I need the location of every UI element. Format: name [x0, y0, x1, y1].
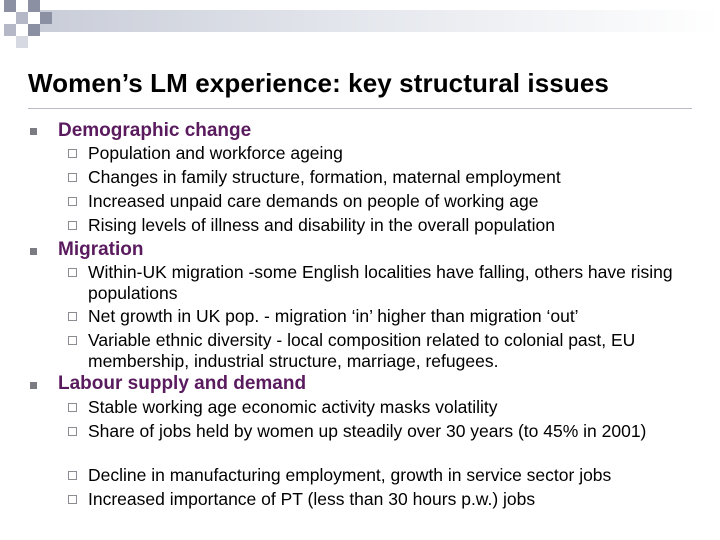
- list-item: Share of jobs held by women up steadily over 30 years (to 45% in 2001): [88, 421, 647, 441]
- square-bullet-icon: [30, 128, 37, 135]
- square-bullet-icon: [30, 382, 37, 389]
- section-heading: Labour supply and demand: [58, 373, 307, 394]
- list-item: Within-UK migration -some English localities have falling, others have rising populations: [88, 262, 673, 303]
- checkbox-bullet-icon: [68, 173, 77, 182]
- checkbox-bullet-icon: [68, 268, 77, 277]
- checkbox-bullet-icon: [68, 427, 77, 436]
- deco-square: [28, 0, 40, 12]
- checkbox-bullet-icon: [68, 221, 77, 230]
- list-item: Stable working age economic activity masks volatility: [88, 397, 498, 417]
- list-item: Net growth in UK pop. - migration ‘in’ higher than migration ‘out’: [88, 306, 579, 326]
- list-item: Variable ethnic diversity - local composition related to colonial past, EU membership, industrial structure, marriage, refugees.: [88, 330, 636, 371]
- checkbox-bullet-icon: [68, 149, 77, 158]
- header-gradient-band: [40, 10, 720, 32]
- list-item: Decline in manufacturing employment, growth in service sector jobs: [88, 465, 612, 485]
- list-item: Changes in family structure, formation, maternal employment: [88, 167, 561, 187]
- checkbox-bullet-icon: [68, 495, 77, 504]
- checkbox-bullet-icon: [68, 312, 77, 321]
- deco-square: [28, 24, 40, 36]
- checkbox-bullet-icon: [68, 336, 77, 345]
- list-item: Increased unpaid care demands on people of working age: [88, 191, 539, 211]
- deco-square: [40, 12, 52, 24]
- checkbox-bullet-icon: [68, 403, 77, 412]
- deco-square: [16, 36, 28, 48]
- deco-square: [4, 24, 16, 36]
- section-heading: Migration: [58, 239, 144, 260]
- checkbox-bullet-icon: [68, 197, 77, 206]
- deco-square: [4, 0, 16, 12]
- decorative-header-pattern: [0, 0, 720, 50]
- section-heading: Demographic change: [58, 120, 252, 141]
- deco-square: [16, 12, 28, 24]
- square-bullet-icon: [30, 248, 37, 255]
- list-item: Population and workforce ageing: [88, 143, 343, 163]
- slide-title: Women’s LM experience: key structural issues: [28, 68, 609, 98]
- checkbox-bullet-icon: [68, 471, 77, 480]
- title-divider: [28, 108, 692, 109]
- list-item: Increased importance of PT (less than 30 hours p.w.) jobs: [88, 489, 536, 509]
- list-item: Rising levels of illness and disability in the overall population: [88, 215, 555, 235]
